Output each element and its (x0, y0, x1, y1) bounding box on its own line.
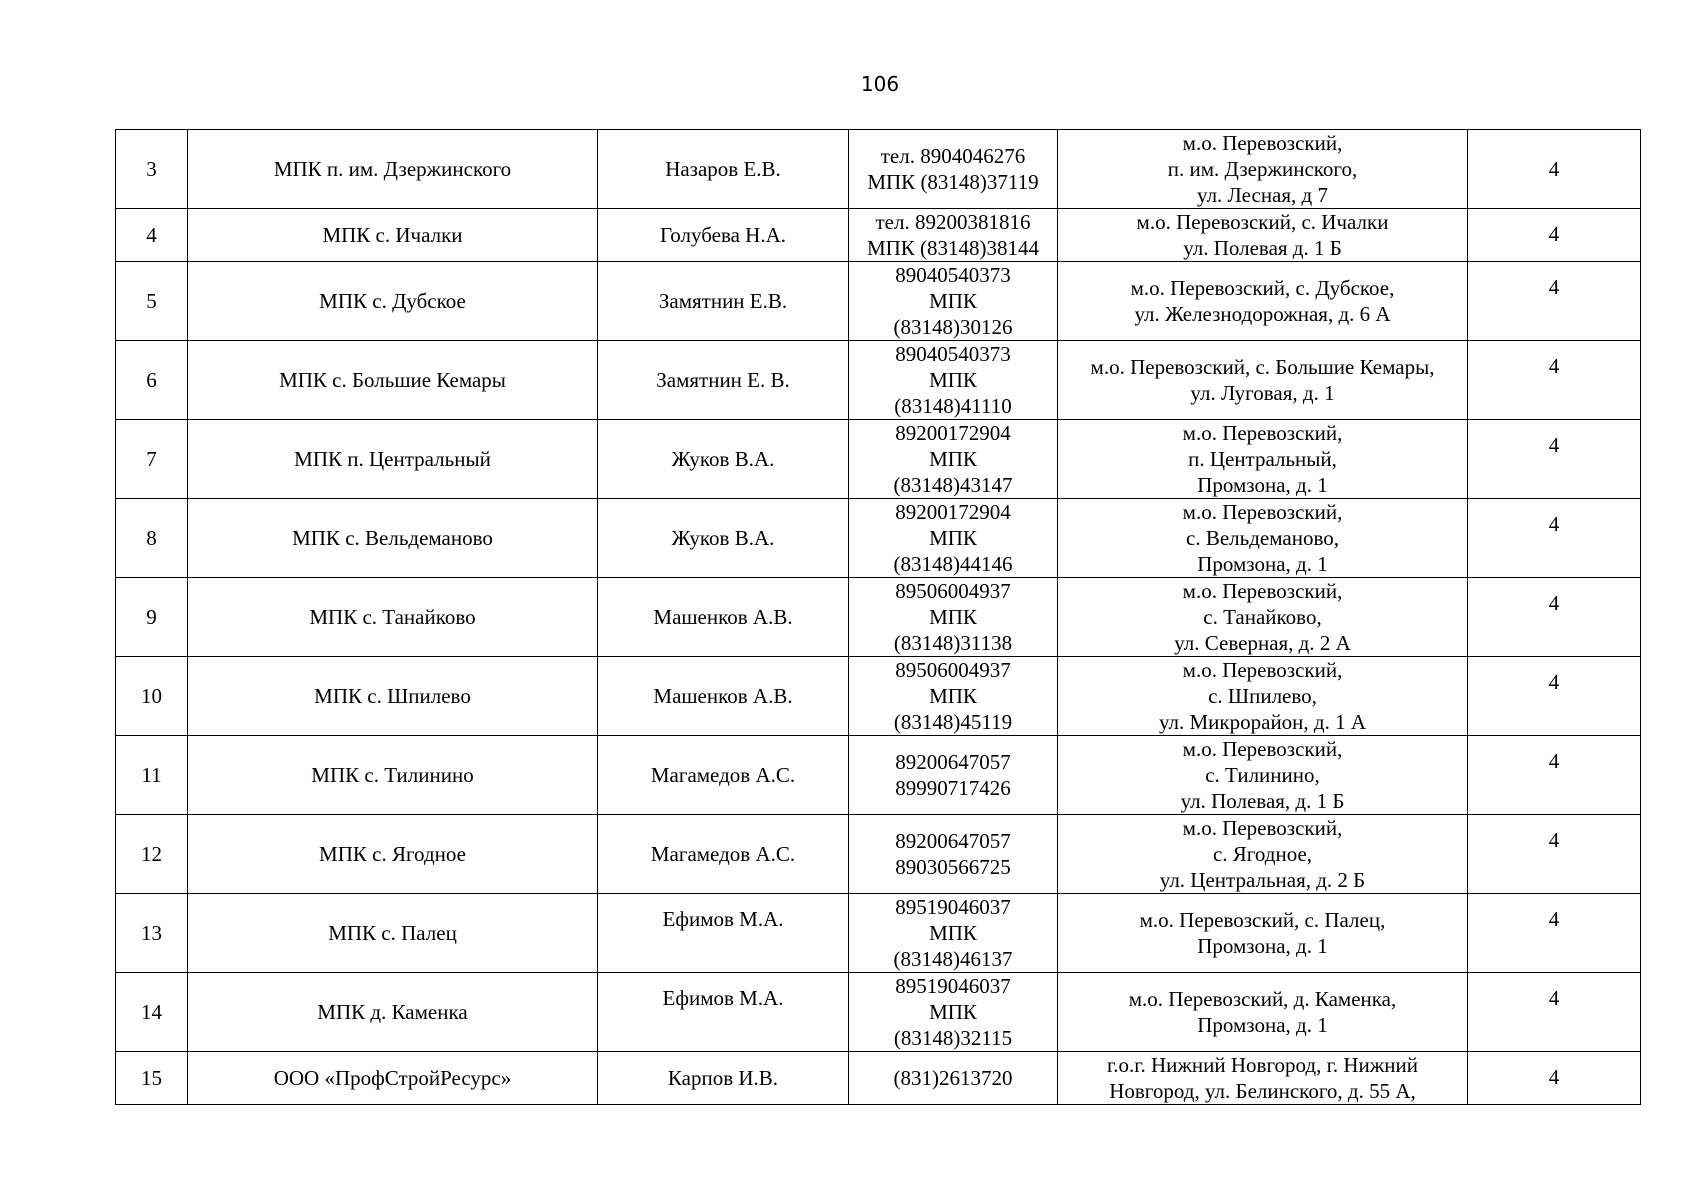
table-row (116, 420, 1641, 499)
phone-cell-line: (83148)43147 (893, 473, 1013, 497)
address-cell (1058, 209, 1468, 262)
phone-cell (849, 815, 1058, 894)
address-cell-line: с. Тилинино, (1205, 763, 1320, 787)
organization-name-cell: МПК с. Шпилево (188, 657, 598, 736)
address-cell-line: м.о. Перевозский, с. Дубское, (1130, 276, 1395, 300)
address-cell-line: м.о. Перевозский, с. Ичалки (1136, 210, 1389, 234)
phone-cell (849, 499, 1058, 578)
phone-cell-line: (83148)31138 (893, 631, 1013, 655)
phone-cell-line: 89519046037 (895, 895, 1011, 919)
address-cell (1058, 578, 1468, 657)
phone-cell-line: 89200172904 (895, 421, 1011, 445)
table-row (116, 815, 1641, 894)
table-row (116, 130, 1641, 209)
organization-name-cell: МПК с. Большие Кемары (188, 341, 598, 420)
table-row (116, 657, 1641, 736)
address-cell-line: м.о. Перевозский, (1182, 421, 1343, 445)
phone-cell (849, 209, 1058, 262)
table-row (116, 973, 1641, 1052)
address-cell-line: м.о. Перевозский, (1182, 579, 1343, 603)
responsible-person-cell: Ефимов М.А. (598, 973, 849, 1052)
phone-cell-line: (83148)46137 (893, 947, 1013, 971)
responsible-person-cell: Карпов И.В. (598, 1052, 849, 1105)
address-cell-line: ул. Микрорайон, д. 1 А (1158, 710, 1367, 734)
count-cell: 4 (1468, 209, 1641, 262)
phone-cell (849, 1052, 1058, 1105)
phone-cell-line: 89200647057 (895, 750, 1011, 774)
organization-name-cell: МПК д. Каменка (188, 973, 598, 1052)
phone-cell (849, 341, 1058, 420)
phone-cell-line: 89040540373 (895, 263, 1011, 287)
address-cell-line: с. Танайково, (1203, 605, 1322, 629)
phone-cell-line: (83148)30126 (893, 315, 1013, 339)
row-number-cell: 12 (116, 815, 188, 894)
phone-cell-line: 89200647057 (895, 829, 1011, 853)
organization-name-cell: МПК с. Танайково (188, 578, 598, 657)
count-cell: 4 (1468, 499, 1641, 578)
address-cell-line: п. им. Дзержинского, (1167, 157, 1358, 181)
phone-cell (849, 262, 1058, 341)
phone-cell (849, 130, 1058, 209)
phone-cell (849, 736, 1058, 815)
row-number-cell: 15 (116, 1052, 188, 1105)
phone-cell (849, 973, 1058, 1052)
address-cell-line: м.о. Перевозский, (1182, 658, 1343, 682)
address-cell-line: м.о. Перевозский, с. Большие Кемары, (1090, 355, 1435, 379)
address-cell-line: м.о. Перевозский, (1182, 816, 1343, 840)
address-cell (1058, 973, 1468, 1052)
phone-cell-line: (831)2613720 (893, 1066, 1013, 1090)
phone-cell-line: МПК (929, 526, 977, 550)
address-cell-line: п. Центральный, (1188, 447, 1337, 471)
count-cell: 4 (1468, 262, 1641, 341)
count-cell: 4 (1468, 894, 1641, 973)
row-number-cell: 7 (116, 420, 188, 499)
responsible-person-cell: Машенков А.В. (598, 578, 849, 657)
address-cell-line: с. Шпилево, (1208, 684, 1317, 708)
table-row (116, 736, 1641, 815)
organization-name-cell: МПК с. Вельдеманово (188, 499, 598, 578)
address-cell (1058, 815, 1468, 894)
row-number-cell: 4 (116, 209, 188, 262)
row-number-cell: 10 (116, 657, 188, 736)
table-row (116, 894, 1641, 973)
address-cell-line: ул. Луговая, д. 1 (1190, 381, 1335, 405)
count-cell: 4 (1468, 815, 1641, 894)
responsible-person-cell: Голубева Н.А. (598, 209, 849, 262)
row-number-cell: 6 (116, 341, 188, 420)
address-cell-line: г.о.г. Нижний Новгород, г. Нижний (1107, 1053, 1418, 1077)
address-cell (1058, 499, 1468, 578)
phone-cell (849, 578, 1058, 657)
count-cell: 4 (1468, 973, 1641, 1052)
phone-cell-line: (83148)32115 (893, 1026, 1013, 1050)
table-row (116, 578, 1641, 657)
phone-cell-line: (83148)41110 (894, 394, 1012, 418)
organization-name-cell: МПК с. Дубское (188, 262, 598, 341)
address-cell-line: Промзона, д. 1 (1197, 473, 1328, 497)
table-row (116, 499, 1641, 578)
address-cell (1058, 262, 1468, 341)
address-cell (1058, 420, 1468, 499)
address-cell-line: Новгород, ул. Белинского, д. 55 А, (1109, 1079, 1416, 1103)
responsible-person-cell: Замятнин Е.В. (598, 262, 849, 341)
table-row (116, 1052, 1641, 1105)
responsible-person-cell: Ефимов М.А. (598, 894, 849, 973)
address-cell-line: м.о. Перевозский, д. Каменка, (1128, 987, 1397, 1011)
responsible-person-cell: Жуков В.А. (598, 420, 849, 499)
phone-cell (849, 894, 1058, 973)
responsible-person-cell: Замятнин Е. В. (598, 341, 849, 420)
phone-cell (849, 657, 1058, 736)
address-cell-line: м.о. Перевозский, (1182, 500, 1343, 524)
count-cell: 4 (1468, 736, 1641, 815)
row-number-cell: 11 (116, 736, 188, 815)
count-cell: 4 (1468, 578, 1641, 657)
address-cell-line: м.о. Перевозский, (1182, 737, 1343, 761)
responsible-person-cell: Магамедов А.С. (598, 815, 849, 894)
phone-cell-line: (83148)45119 (893, 710, 1013, 734)
address-cell-line: с. Вельдеманово, (1186, 526, 1339, 550)
address-cell-line: ул. Лесная, д 7 (1197, 183, 1328, 207)
registry-table (115, 129, 1641, 1105)
address-cell (1058, 130, 1468, 209)
table-row (116, 262, 1641, 341)
address-cell-line: Промзона, д. 1 (1197, 552, 1328, 576)
organization-name-cell: МПК с. Палец (188, 894, 598, 973)
phone-cell-line: 89506004937 (895, 579, 1011, 603)
address-cell-line: Промзона, д. 1 (1197, 934, 1328, 958)
responsible-person-cell: Машенков А.В. (598, 657, 849, 736)
address-cell (1058, 657, 1468, 736)
address-cell-line: ул. Центральная, д. 2 Б (1159, 868, 1366, 892)
count-cell: 4 (1468, 130, 1641, 209)
count-cell: 4 (1468, 420, 1641, 499)
row-number-cell: 8 (116, 499, 188, 578)
phone-cell-line: (83148)44146 (893, 552, 1013, 576)
count-cell: 4 (1468, 1052, 1641, 1105)
row-number-cell: 13 (116, 894, 188, 973)
count-cell: 4 (1468, 341, 1641, 420)
address-cell (1058, 1052, 1468, 1105)
page-number: 106 (860, 72, 900, 96)
organization-name-cell: ООО «ПрофСтройРесурс» (188, 1052, 598, 1105)
row-number-cell: 9 (116, 578, 188, 657)
phone-cell-line: 89990717426 (895, 776, 1011, 800)
phone-cell-line: МПК (929, 605, 977, 629)
organization-name-cell: МПК п. Центральный (188, 420, 598, 499)
row-number-cell: 5 (116, 262, 188, 341)
phone-cell-line: МПК (929, 447, 977, 471)
row-number-cell: 14 (116, 973, 188, 1052)
address-cell-line: ул. Полевая д. 1 Б (1183, 236, 1342, 260)
address-cell-line: с. Ягодное, (1212, 842, 1313, 866)
phone-cell-line: 89040540373 (895, 342, 1011, 366)
responsible-person-cell: Назаров Е.В. (598, 130, 849, 209)
phone-cell-line: МПК (929, 368, 977, 392)
phone-cell-line: 89506004937 (895, 658, 1011, 682)
phone-cell-line: МПК (83148)38144 (866, 236, 1040, 260)
phone-cell-line: МПК (929, 289, 977, 313)
address-cell-line: ул. Полевая, д. 1 Б (1180, 789, 1345, 813)
phone-cell-line: тел. 8904046276 (880, 144, 1026, 168)
phone-cell-line: 89519046037 (895, 974, 1011, 998)
phone-cell (849, 420, 1058, 499)
table-row (116, 209, 1641, 262)
address-cell-line: м.о. Перевозский, (1182, 131, 1343, 155)
organization-name-cell: МПК с. Ичалки (188, 209, 598, 262)
organization-name-cell: МПК с. Ягодное (188, 815, 598, 894)
phone-cell-line: МПК (929, 921, 977, 945)
phone-cell-line: 89200172904 (895, 500, 1011, 524)
address-cell (1058, 894, 1468, 973)
address-cell-line: м.о. Перевозский, с. Палец, (1139, 908, 1386, 932)
organization-name-cell: МПК п. им. Дзержинского (188, 130, 598, 209)
phone-cell-line: тел. 89200381816 (875, 210, 1031, 234)
organization-name-cell: МПК с. Тилинино (188, 736, 598, 815)
address-cell (1058, 736, 1468, 815)
responsible-person-cell: Магамедов А.С. (598, 736, 849, 815)
phone-cell-line: МПК (929, 684, 977, 708)
address-cell-line: Промзона, д. 1 (1197, 1013, 1328, 1037)
address-cell (1058, 341, 1468, 420)
table-body (116, 130, 1641, 1105)
phone-cell-line: 89030566725 (895, 855, 1011, 879)
phone-cell-line: МПК (929, 1000, 977, 1024)
table-row (116, 341, 1641, 420)
row-number-cell: 3 (116, 130, 188, 209)
responsible-person-cell: Жуков В.А. (598, 499, 849, 578)
address-cell-line: ул. Северная, д. 2 А (1174, 631, 1351, 655)
phone-cell-line: МПК (83148)37119 (867, 170, 1039, 194)
address-cell-line: ул. Железнодорожная, д. 6 А (1134, 302, 1391, 326)
count-cell: 4 (1468, 657, 1641, 736)
